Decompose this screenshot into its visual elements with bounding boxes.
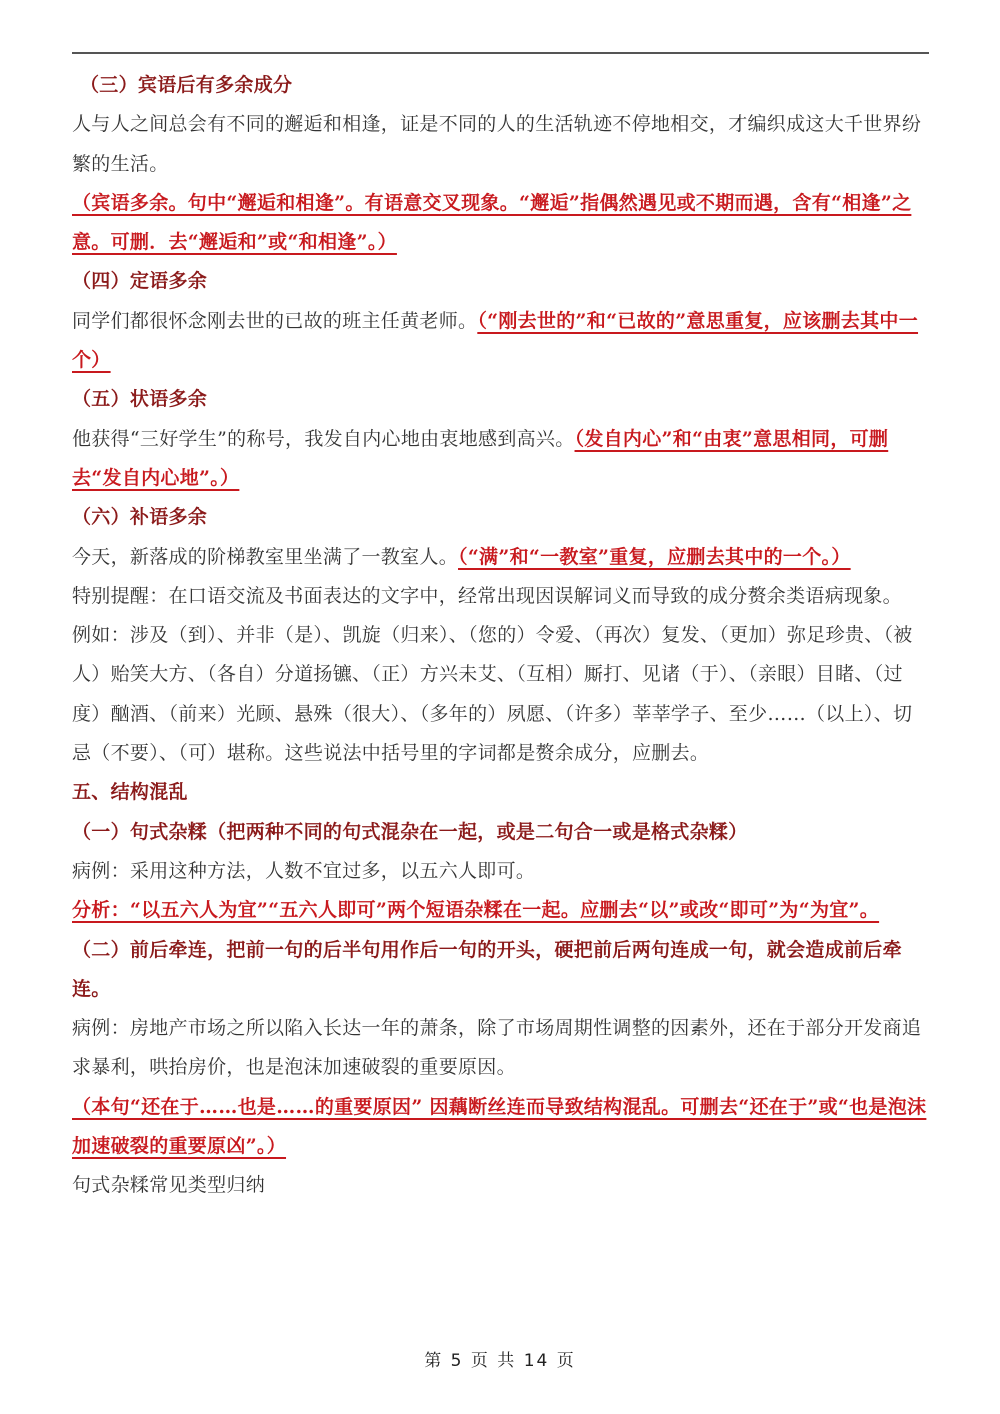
section-heading-complement-redundancy: （六）补语多余 (72, 506, 208, 529)
subsection-heading-linked-clauses: （二）前后牵连，把前一句的后半句用作后一句的开头，硬把前后两句连成一句，就会造成前后牵连。 (72, 938, 902, 1000)
part-heading-structural-confusion: 五、结构混乱 (72, 781, 188, 804)
example-sentence: 病例：房地产市场之所以陷入长达一年的萧条，除了市场周期性调整的因素外，还在于部分开发商追求暴利，哄抬房价，也是泡沫加速破裂的重要原因。 (72, 1017, 922, 1079)
section-heading-adverbial-redundancy: （五）状语多余 (72, 388, 208, 411)
analysis-note: （“刚去世的”和“已故的”意思重复，应该删去其中一个） (72, 309, 919, 372)
section-heading-attributive-redundancy: （四）定语多余 (72, 270, 208, 293)
examples-list: 例如：涉及（到）、并非（是）、凯旋（归来）、（您的）令爱、（再次）复发、（更加）弥足珍贵、（被人）贻笑大方、（各自）分道扬镳、（正）方兴未艾、（互相）厮打、见诸（于）、（亲眼）目睹、（过度）酗酒、（前来）光顾、悬殊（很大）、（多年的）夙愿、（许多）莘莘学子、至少……（以上）、切忌（不要）、（可）堪称。这些说法中括号里的字词都是赘余成分，应删去。 (72, 624, 913, 765)
analysis-note: （宾语多余。句中“邂逅和相逢”。有语意交叉现象。“邂逅”指偶然遇见或不期而遇，含有“相逢”之意。可删．去“邂逅和”或“和相逢”。） (72, 191, 912, 254)
special-reminder: 特别提醒：在口语交流及书面表达的文字中，经常出现因误解词义而导致的成分赘余类语病现象。 (72, 584, 902, 607)
example-sentence: 病例：采用这种方法，人数不宜过多，以五六人即可。 (72, 859, 536, 882)
page-indicator: 第 5 页 共 14 页 (424, 1351, 576, 1371)
analysis-note: （“满”和“一教室”重复，应删去其中的一个。） (458, 545, 851, 568)
example-sentence: 他获得“三好学生”的称号，我发自内心地由衷地感到高兴。 (72, 427, 575, 450)
analysis-note: 分析：“以五六人为宜”“五六人即可”两个短语杂糅在一起。应删去“以”或改“即可”为“为宜”。 (72, 899, 880, 922)
summary-label: 句式杂糅常见类型归纳 (72, 1174, 266, 1197)
header-rule (72, 52, 929, 54)
analysis-note: （发自内心”和“由衷”意思相同，可删去“发自内心地”。） (72, 427, 889, 489)
analysis-note: （本句“还在于……也是……的重要原因” 因藕断丝连而导致结构混乱。可删去“还在于”或“也是泡沫加速破裂的重要原凶”。） (72, 1095, 927, 1158)
subsection-heading-mixed-syntax: （一）句式杂糅（把两种不同的句式混杂在一起，或是二句合一或是格式杂糅） (72, 820, 748, 843)
example-sentence: 今天，新落成的阶梯教室里坐满了一教室人。 (72, 545, 459, 568)
document-body (72, 66, 929, 1206)
example-sentence: 人与人之间总会有不同的邂逅和相逢，证是不同的人的生活轨迹不停地相交，才编织成这大千世界纷繁的生活。 (72, 113, 922, 175)
section-heading-object-redundancy: （三）宾语后有多余成分 (80, 74, 293, 96)
example-sentence: 同学们都很怀念刚去世的已故的班主任黄老师。 (72, 309, 478, 332)
